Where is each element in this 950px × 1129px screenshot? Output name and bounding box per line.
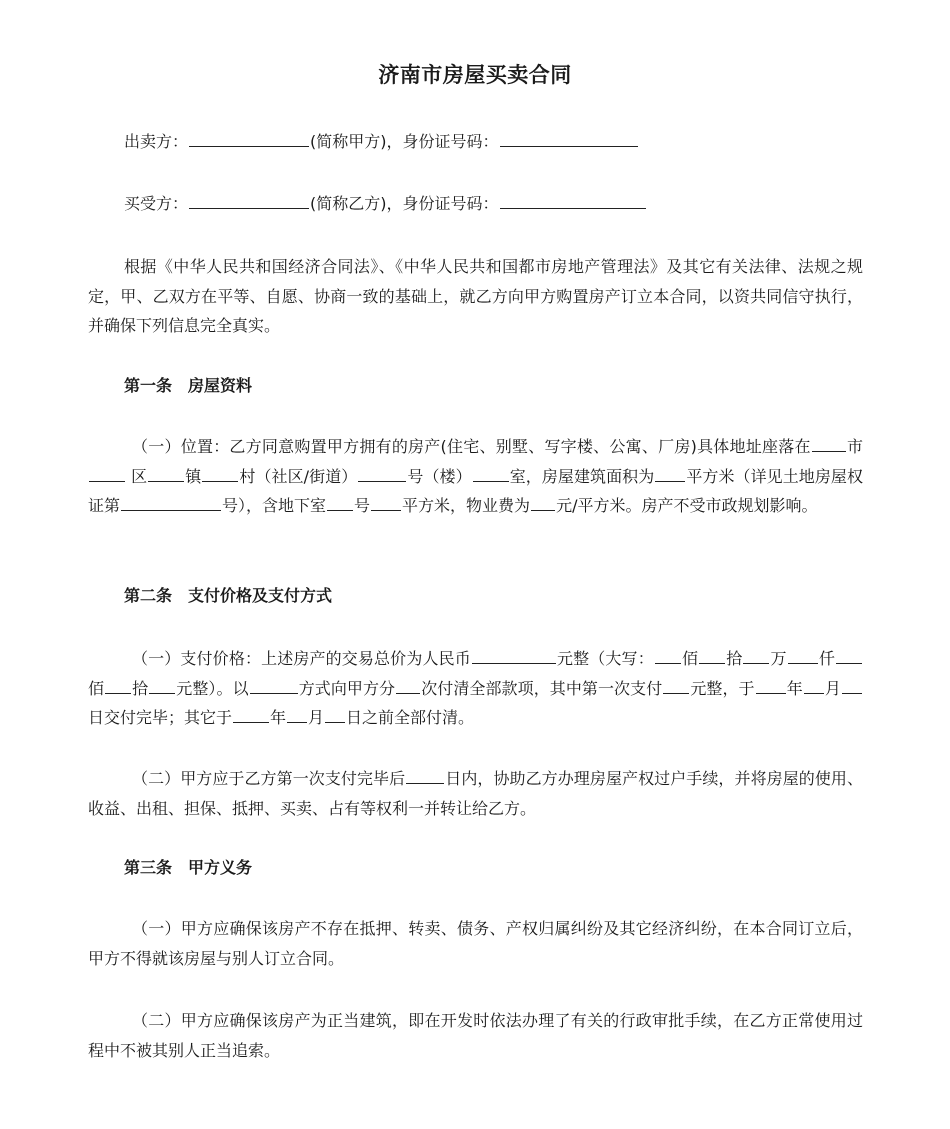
- village-blank[interactable]: [202, 480, 238, 482]
- area-blank[interactable]: [655, 480, 685, 482]
- clause-text: 室，房屋建筑面积为: [509, 466, 655, 486]
- ten-thousand-blank[interactable]: [743, 662, 769, 664]
- ten-blank[interactable]: [105, 692, 131, 694]
- article2-clause1: [88, 644, 863, 733]
- seller-id-blank[interactable]: [500, 145, 638, 147]
- clause-text: 拾: [132, 678, 149, 698]
- article2-clause2: [88, 764, 863, 823]
- ten-million-blank[interactable]: [699, 662, 725, 664]
- clause-text: 平方米，物业费为: [402, 496, 531, 515]
- clause-text: 镇: [185, 466, 202, 486]
- clause-text: 村（社区/街道）: [239, 466, 358, 486]
- first-day-blank[interactable]: [842, 692, 862, 694]
- basement-area-blank[interactable]: [371, 509, 401, 511]
- clause-text: 元整，于: [690, 678, 755, 698]
- final-year-blank[interactable]: [233, 721, 269, 723]
- clause-text: 万: [770, 649, 787, 668]
- payment-method-blank[interactable]: [250, 692, 298, 694]
- buyer-name-blank[interactable]: [189, 207, 309, 209]
- contract-title: 济南市房屋买卖合同: [378, 63, 572, 87]
- clause-text: （二）甲方应于乙方第一次支付完毕后: [132, 769, 406, 788]
- final-day-blank[interactable]: [325, 721, 345, 723]
- hundred-blank[interactable]: [836, 662, 862, 664]
- article1-clause1: [88, 432, 863, 521]
- district-blank[interactable]: [89, 480, 125, 482]
- clause-text: 日之前全部付清。: [346, 708, 475, 727]
- clause-text: 市: [846, 437, 863, 456]
- seller-short-label: (简称甲方)，身份证号码：: [310, 132, 499, 151]
- town-blank[interactable]: [148, 480, 184, 482]
- clause-text: 年: [786, 678, 803, 698]
- clause-text: 月: [308, 708, 325, 727]
- seller-line: [124, 130, 639, 154]
- intro-paragraph: 根据《中华人民共和国经济合同法》、《中华人民共和国都市房地产管理法》及其它有关法律、法规之规定，甲、乙双方在平等、自愿、协商一致的基础上，就乙方向甲方购置房产订立本合同，以资共同信守执行，并确保下列信息完全真实。: [88, 257, 863, 335]
- yuan-blank[interactable]: [149, 692, 175, 694]
- clause-text: 仟: [818, 649, 835, 668]
- article3-clause1: （一）甲方应确保该房产不存在抵押、转卖、债务、产权归属纠纷及其它经济纠纷，在本合同订立后，甲方不得就该房屋与别人订立合同。: [88, 919, 863, 968]
- clause-text: 号），含地下室: [222, 496, 327, 515]
- clause-text: 元整（大写：: [556, 649, 654, 668]
- clause-text: 佰: [681, 649, 699, 668]
- clause-text: （一）支付价格：上述房产的交易总价为人民币: [132, 649, 471, 668]
- clause-text: 区: [126, 466, 148, 486]
- hundred-million-blank[interactable]: [655, 662, 681, 664]
- building-number-blank[interactable]: [358, 480, 406, 482]
- city-blank[interactable]: [812, 450, 846, 452]
- property-fee-blank[interactable]: [531, 509, 555, 511]
- first-year-blank[interactable]: [756, 692, 786, 694]
- clause-text: 拾: [726, 649, 743, 668]
- clause-text: 月: [824, 678, 841, 698]
- article1-heading: 第一条 房屋资料: [124, 376, 253, 395]
- article2-heading: 第二条 支付价格及支付方式: [124, 586, 333, 605]
- room-blank[interactable]: [473, 480, 509, 482]
- clause-text: 佰: [88, 678, 105, 698]
- transfer-days-blank[interactable]: [406, 782, 444, 784]
- final-month-blank[interactable]: [287, 721, 307, 723]
- installments-blank[interactable]: [396, 692, 420, 694]
- article3-clause2: （二）甲方应确保该房产为正当建筑，即在开发时依法办理了有关的行政审批手续，在乙方正常使用过程中不被其别人正当追索。: [88, 1011, 863, 1060]
- clause-text: 年: [270, 708, 287, 727]
- clause-text: 元整）。以: [176, 678, 249, 698]
- buyer-id-blank[interactable]: [500, 207, 646, 209]
- clause-text: 平方米（详见土地房屋权证第: [88, 466, 863, 515]
- seller-label: 出卖方：: [124, 132, 189, 151]
- article3-heading: 第三条 甲方义务: [124, 858, 253, 877]
- clause-text: 方式向甲方分: [298, 678, 396, 698]
- clause-text: 日交付完毕；其它于: [88, 708, 233, 727]
- certificate-number-blank[interactable]: [121, 509, 221, 511]
- clause-text: 日内，协助乙方办理房屋产权过户手续，并将房屋的使用、收益、出租、担保、抵押、买卖、占有等权利一并转让给乙方。: [88, 769, 863, 818]
- first-payment-blank[interactable]: [663, 692, 689, 694]
- clause-text: 号: [354, 496, 371, 515]
- thousand-blank[interactable]: [788, 662, 818, 664]
- basement-number-blank[interactable]: [327, 509, 353, 511]
- total-price-blank[interactable]: [472, 662, 556, 664]
- clause-text: 元/平方米。房产不受市政规划影响。: [556, 496, 818, 515]
- buyer-label: 买受方：: [124, 194, 189, 213]
- buyer-short-label: (简称乙方)，身份证号码：: [310, 194, 499, 213]
- clause-text: （一）位置：乙方同意购置甲方拥有的房产(住宅、别墅、写字楼、公寓、厂房)具体地址座落在: [132, 437, 811, 456]
- first-month-blank[interactable]: [804, 692, 824, 694]
- clause-text: 次付清全部款项，其中第一次支付: [421, 678, 663, 698]
- seller-name-blank[interactable]: [189, 145, 309, 147]
- buyer-line: [124, 192, 647, 216]
- clause-text: 号（楼）: [407, 466, 472, 486]
